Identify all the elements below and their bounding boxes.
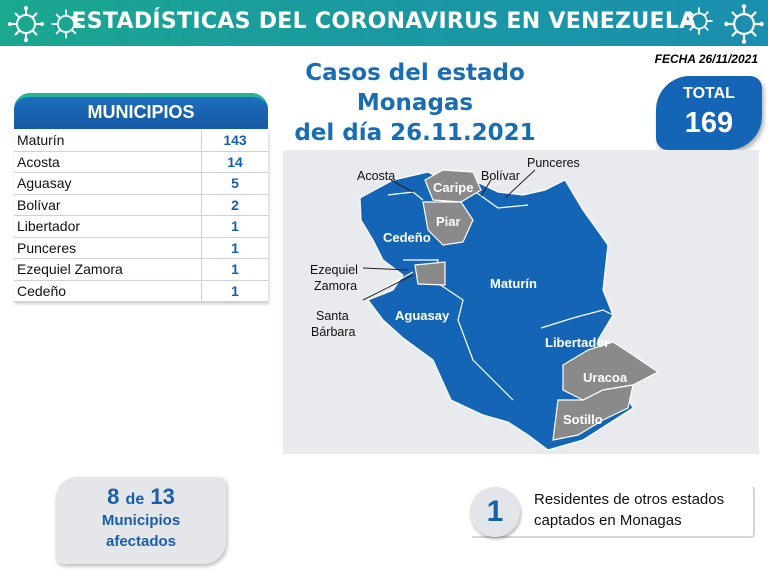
municipio-name: Punceres [14,238,202,259]
municipio-cases: 1 [231,261,239,277]
table-row [14,259,268,281]
municipio-name: Ezequiel Zamora [14,259,202,280]
affected-municipalities-box [56,477,226,564]
municipio-cases: 5 [231,175,239,191]
map-label-libertador: Libertador [545,335,610,350]
affected-total: 13 [150,484,175,509]
affected-de: de [125,491,145,508]
residents-line1: Residentes de otros estados [534,491,725,508]
municipio-cases: 1 [231,218,239,234]
table-row [14,216,268,238]
monagas-map [283,150,759,454]
map-label-ezequiel-2: Zamora [314,279,358,293]
page-title: ESTADÍSTICAS DEL CORONAVIRUS EN VENEZUELA [71,9,697,34]
total-value: 169 [684,107,734,139]
municipios-table [14,130,268,302]
municipio-cases: 143 [223,132,247,148]
municipio-cases: 14 [227,153,243,170]
map-label-sotillo: Sotillo [563,412,603,427]
residents-line2: captados en Monagas [534,512,682,529]
map-label-santa-1: Santa [316,309,349,323]
map-label-caripe: Caripe [433,180,474,195]
map-label-ezequiel-1: Ezequiel [310,263,358,277]
municipios-header: MUNICIPIOS [14,93,268,129]
table-row [14,238,268,260]
municipio-cases: 2 [231,196,239,213]
residents-count: 1 [470,487,520,537]
table-row [14,173,268,195]
map-label-aguasay: Aguasay [395,308,450,323]
municipio-cases: 1 [231,239,239,256]
table-row [14,195,268,217]
municipio-name: Libertador [14,216,202,237]
subtitle-line1: Casos del estado Monagas [305,60,525,116]
map-label-punceres: Punceres [527,156,580,170]
subtitle-line2: del día 26.11.2021 [294,120,536,146]
affected-label-2: afectados [105,533,177,550]
map-label-cedeno: Cedeño [383,230,431,245]
date-label: FECHA 26/11/2021 [654,52,758,66]
map-label-maturin: Maturín [490,276,537,291]
map-label-uracoa: Uracoa [583,370,628,385]
subtitle [250,58,580,148]
residents-text [534,489,759,531]
total-label: TOTAL [683,85,735,102]
table-row [14,281,268,303]
map-label-acosta: Acosta [357,169,396,183]
municipio-name: Cedeño [14,281,202,302]
affected-label-1: Municipios [101,512,181,529]
map-label-santa-2: Bárbara [311,325,356,339]
total-badge [656,76,762,150]
municipio-name: Maturín [14,130,202,151]
map-label-bolivar: Bolívar [481,169,520,183]
map-region-santa-barbara [415,262,445,285]
affected-num: 8 [107,484,120,509]
municipio-name: Acosta [14,152,202,173]
municipio-cases: 1 [231,282,239,299]
municipio-name: Bolívar [14,195,202,216]
municipio-name: Aguasay [14,173,202,194]
table-row [14,152,268,174]
map-label-piar: Piar [436,214,461,229]
table-row [14,130,268,152]
affected-count [56,484,226,510]
